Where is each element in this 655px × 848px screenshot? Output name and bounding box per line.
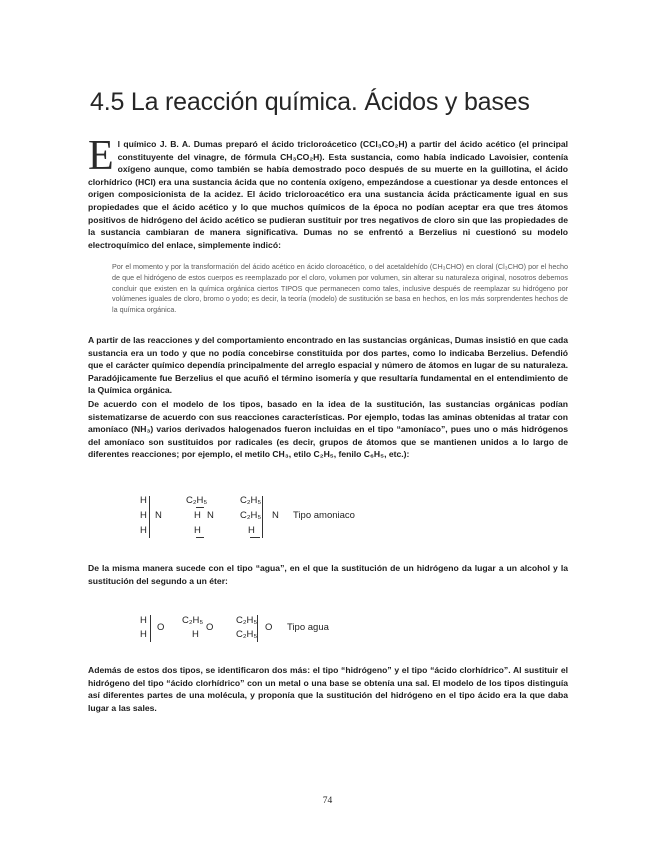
formula2-col1-row2: H: [140, 629, 147, 640]
formula2-col2-row1: C₂H₅: [182, 615, 204, 626]
formula2-col1-row1: H: [140, 615, 147, 626]
formula2-col3-row1: C₂H₅: [236, 615, 258, 626]
formula2-col2-row2: H: [192, 629, 199, 640]
drop-cap: E: [88, 133, 114, 179]
formula2-o3: O: [265, 622, 273, 633]
paragraph-tipos: De acuerdo con el modelo de los tipos, basado en la idea de la sustitución, las sustancias orgánicas podían sistematizarse de acuerdo con sus reacciones características. Por ejemplo, todas las aminas obtenidas al tratar con amoníaco (NH₃) varios derivados halogenados fueron incluidas en el tipo “amoníaco”, pues uno o más hidrógenos del amoníaco son sustituidos por radicales (es decir, grupos de átomos que se mantienen unidos a lo largo de diferentes reacciones; por ejemplo, el metilo CH₃, etilo C₂H₅, fenilo C₆H₅, etc.):: [88, 399, 568, 460]
formula1-brace-3: [262, 496, 263, 538]
paragraph-intro: [88, 133, 568, 251]
formula2-o2: O: [206, 622, 214, 633]
formula1-col1-row1: H: [140, 495, 147, 506]
paragraph-intro-text: l químico J. B. A. Dumas preparó el ácido tricloroácetico (CCl₃CO₂H) a partir del ácido acético (el principal constituyente del vinagre, de fórmula CH₃CO₂H). Esta sustancia, como había indicado Lavoisier, contenía oxígeno aunque, como también se había demostrado poco después de su muerte en la guillotina, el ácido clorhídrico (HCl) era una sustancia ácida que no contenía oxígeno, empezándose a cuestionar ya desde entonces el origen composicionista de la acidez. El ácido tricloroacético era una sustancia ácida prácticamente igual en sus propiedades que el ácido acético y lo que muchos químicos de la época no podían aceptar era que tres átomos positivos de hidrógeno del ácido acético se pudieran sustituir por tres negativos de cloro sin que las propiedades de la sustancia cambiaran de manera significativa. Dumas no se enfrentó a Berzelius ni cuestionó su modelo electroquímico del enlace, simplemente indicó:: [88, 139, 568, 250]
formula1-col3-row3: H: [248, 525, 255, 536]
quotation-block: Por el momento y por la transformación del ácido acético en ácido cloroacético, o del acetaldehído (CH₃CHO) en cloral (Cl₃CHO) por el hecho de que el hidrógeno de estos cuerpos es reemplazado por el cloro, volumen por volumen, sin alterar su naturaleza original, nosotros debemos concluir que existen en la química orgánica ciertos TIPOS que permanecen como tales, inclusive después de reemplazar su hidrógeno por volúmenes iguales de cloro, bromo o yodo; es decir, la teoría (modelo) de sustitución se basa en hechos, en los más sorprendentes hechos de la química orgánica.: [112, 262, 568, 315]
page-number: 74: [322, 796, 333, 806]
formula1-n1: N: [155, 510, 162, 521]
formula1-brace-1: [149, 496, 150, 538]
paragraph-tipo-agua: De la misma manera sucede con el tipo “agua”, en el que la sustitución de un hidrógeno da lugar a un alcohol y la sustitución del segundo a un éter:: [88, 563, 568, 586]
formula1-n2: N: [207, 510, 214, 521]
formula1-col1-row3: H: [140, 525, 147, 536]
paragraph-dumas: A partir de las reacciones y del comportamiento encontrado en las sustancias orgánicas, Dumas insistió en que cada sustancia era un todo y que no podía concebirse constituida por dos partes, como lo indicaba Berzelius. Defendió que el carácter químico dependía principalmente del arreglo espacial y número de átomos en lugar de su naturaleza. Paradójicamente fue Berzelius el que acuñó el término isomería y que resultaría fundamental en el entendimiento de la Química orgánica.: [88, 335, 568, 396]
formula2-brace-3: [257, 615, 258, 642]
formula2-brace-1: [150, 615, 151, 642]
formula1-bar-3: [250, 537, 260, 538]
formula2-o1: O: [157, 622, 165, 633]
formula1-col2-row3: H: [194, 525, 201, 536]
formula1-bar-1: [196, 507, 204, 508]
section-title: 4.5 La reacción química. Ácidos y bases: [90, 88, 530, 116]
formula1-col3-row2: C₂H₅: [240, 510, 262, 521]
formula2-label: Tipo agua: [287, 622, 329, 633]
formula1-bar-2: [196, 537, 204, 538]
formula1-col2-row1: C₂H₅: [186, 495, 208, 506]
formula2-col3-row2: C₂H₅: [236, 629, 258, 640]
formula1-label: Tipo amoniaco: [293, 510, 355, 521]
paragraph-otros-tipos: Además de estos dos tipos, se identificaron dos más: el tipo “hidrógeno” y el tipo “ácido clorhídrico”. Al sustituir el hidrógeno del tipo “ácido clorhídrico” con un metal o una base se obtenía una sal. El modelo de los tipos distinguía así diferentes partes de una molécula, y proponía que la sustitución del hidrógeno en el tipo ácido era la que daba lugar a las sales.: [88, 665, 568, 713]
formula1-col1-row2: H: [140, 510, 147, 521]
formula1-col2-row2: H: [194, 510, 201, 521]
formula1-n3: N: [272, 510, 279, 521]
formula1-col3-row1: C₂H₅: [240, 495, 262, 506]
